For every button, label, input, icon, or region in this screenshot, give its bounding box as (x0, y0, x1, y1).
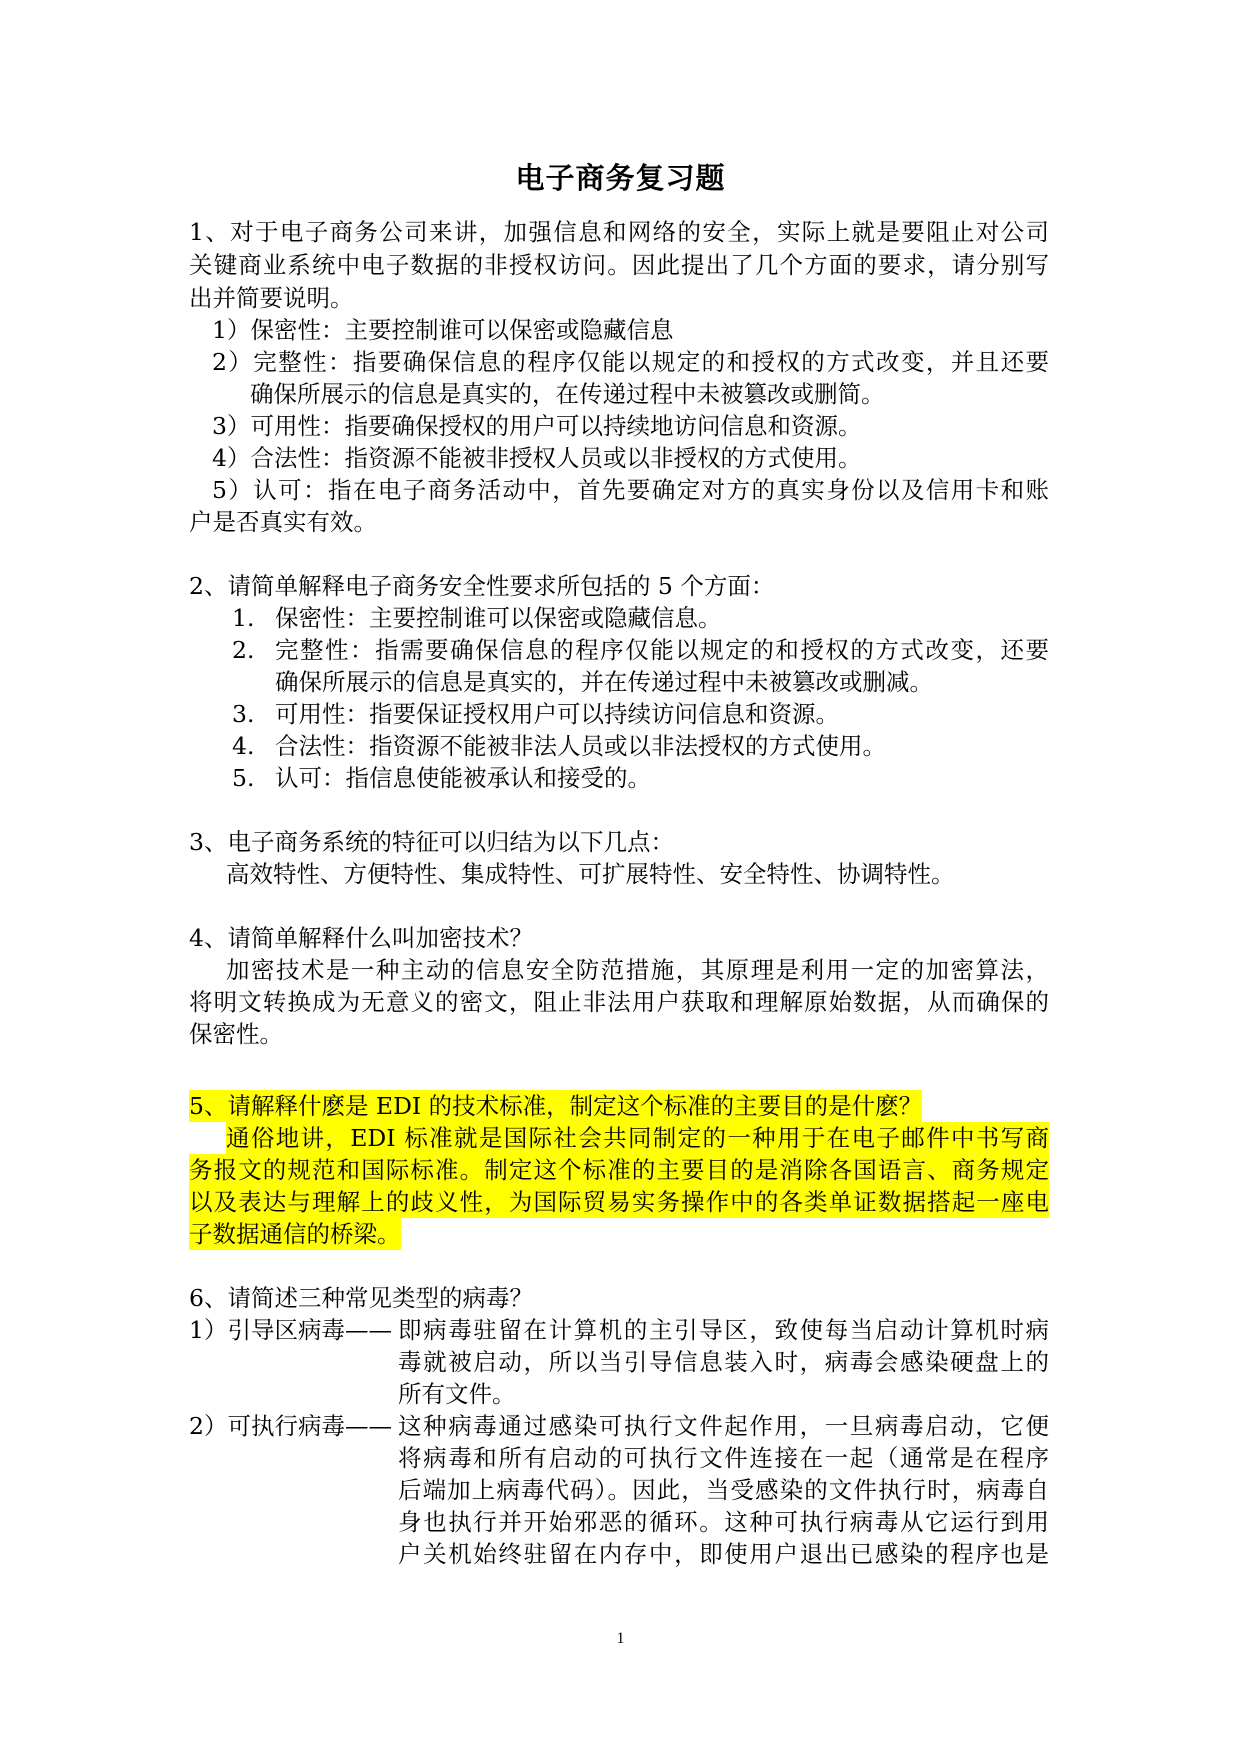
document-title: 电子商务复习题 (515, 161, 726, 195)
q2-item-1: 保密性：主要控制谁可以保密或隐藏信息。 (275, 604, 722, 632)
q2-question: 2、请简单解释电子商务安全性要求所包括的 5 个方面： (189, 572, 775, 600)
q1-line-1: 1、对于电子商务公司来讲，加强信息和网络的安全，实际上就是要阻止对公司 (189, 218, 1049, 246)
q1-line-2: 关键商业系统中电子数据的非授权访问。因此提出了几个方面的要求，请分别写 (189, 251, 1049, 279)
q1-item-2-cont: 确保所展示的信息是真实的，在传递过程中未被篡改或删简。 (250, 380, 885, 408)
q4-answer-line-3: 保密性。 (189, 1020, 283, 1048)
q1-item-4: 4）合法性：指资源不能被非授权人员或以非授权的方式使用。 (212, 444, 862, 472)
q1-item-2: 2）完整性：指要确保信息的程序仅能以规定的和授权的方式改变，并且还要 (212, 348, 1049, 376)
q6-item-2-line-1: 这种病毒通过感染可执行文件起作用，一旦病毒启动，它便 (398, 1412, 1049, 1440)
q6-item-2-label: 2）可执行病毒—— (189, 1412, 392, 1440)
q1-item-5: 5）认可：指在电子商务活动中，首先要确定对方的真实身份以及信用卡和账 (212, 476, 1049, 504)
q2-item-2-cont: 确保所展示的信息是真实的，并在传递过程中未被篡改或删减。 (275, 668, 933, 696)
q1-item-1: 1）保密性：主要控制谁可以保密或隐藏信息 (212, 316, 674, 344)
q4-answer-line-1: 加密技术是一种主动的信息安全防范措施，其原理是利用一定的加密算法， (226, 956, 1049, 984)
q2-number-4: 4. (232, 732, 255, 760)
q5-answer-line-4: 子数据通信的桥梁。 (189, 1220, 401, 1248)
q5-answer-line-1: 通俗地讲，EDI 标准就是国际社会共同制定的一种用于在电子邮件中书写商 (226, 1124, 1049, 1152)
q6-item-2-line-5: 户关机始终驻留在内存中，即使用户退出已感染的程序也是 (398, 1540, 1049, 1568)
q6-item-2-line-2: 将病毒和所有启动的可执行文件连接在一起（通常是在程序 (398, 1444, 1049, 1472)
q5-question: 5、请解释什麽是 EDI 的技术标准，制定这个标准的主要目的是什麽？ (189, 1092, 923, 1120)
q5-answer-line-3: 以及表达与理解上的歧义性，为国际贸易实务操作中的各类单证数据搭起一座电 (189, 1188, 1049, 1216)
q6-item-1-line-3: 所有文件。 (398, 1380, 516, 1408)
q1-item-3: 3）可用性：指要确保授权的用户可以持续地访问信息和资源。 (212, 412, 862, 440)
q6-item-1-line-1: 即病毒驻留在计算机的主引导区，致使每当启动计算机时病 (398, 1316, 1049, 1344)
q6-item-1-line-2: 毒就被启动，所以当引导信息装入时，病毒会感染硬盘上的 (398, 1348, 1049, 1376)
q4-question: 4、请简单解释什么叫加密技术？ (189, 924, 533, 952)
q2-item-4: 合法性：指资源不能被非法人员或以非法授权的方式使用。 (275, 732, 886, 760)
q2-number-2: 2. (232, 636, 255, 664)
q5-answer-line-2: 务报文的规范和国际标准。制定这个标准的主要目的是消除各国语言、商务规定 (189, 1156, 1049, 1184)
page-number: 1 (616, 1630, 625, 1647)
q2-item-5: 认可：指信息使能被承认和接受的。 (275, 764, 651, 792)
q2-number-5: 5. (232, 764, 255, 792)
q6-item-2-line-4: 身也执行并开始邪恶的循环。这种可执行病毒从它运行到用 (398, 1508, 1049, 1536)
q3-answer: 高效特性、方便特性、集成特性、可扩展特性、安全特性、协调特性。 (226, 860, 955, 888)
q6-question: 6、请简述三种常见类型的病毒？ (189, 1284, 533, 1312)
q2-number-1: 1. (232, 604, 255, 632)
q2-number-3: 3. (232, 700, 255, 728)
q1-item-5-cont: 户是否真实有效。 (189, 508, 377, 536)
q2-item-2: 完整性：指需要确保信息的程序仅能以规定的和授权的方式改变，还要 (275, 636, 1049, 664)
q4-answer-line-2: 将明文转换成为无意义的密文，阻止非法用户获取和理解原始数据，从而确保的 (189, 988, 1049, 1016)
q6-item-2-line-3: 后端加上病毒代码）。因此，当受感染的文件执行时，病毒自 (398, 1476, 1049, 1504)
q2-item-3: 可用性：指要保证授权用户可以持续访问信息和资源。 (275, 700, 839, 728)
q3-question: 3、电子商务系统的特征可以归结为以下几点： (189, 828, 674, 856)
q1-line-3: 出并简要说明。 (189, 284, 354, 312)
q6-item-1-label: 1）引导区病毒—— (189, 1316, 392, 1344)
